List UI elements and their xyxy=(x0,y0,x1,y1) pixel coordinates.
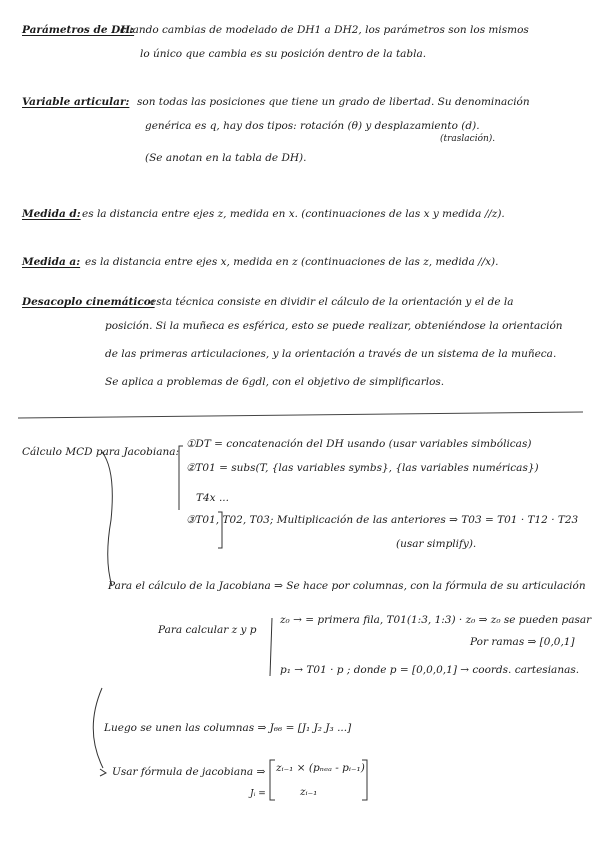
jacobian-columns-note: Para el cálculo de la Jacobiana ⇒ Se hace por columnas, con la fórmula de su articulación xyxy=(108,580,586,592)
jacobian-step-2b: T4x ... xyxy=(196,492,229,504)
dh-params-line-1: cuando cambias de modelado de DH1 a DH2, los parámetros son los mismos xyxy=(120,24,529,36)
desacoplo-line-2: posición. Si la muñeca es esférica, esto se puede realizar, obteniéndose la orientación xyxy=(105,320,563,332)
term-dh-params: Parámetros de DH: xyxy=(22,24,135,36)
jacobian-formula-sub: Jᵢ = xyxy=(250,789,266,799)
dh-params-line-2: lo único que cambia es su posición dentro de la tabla. xyxy=(140,48,427,60)
jacobian-calc-label: Para calcular z y p xyxy=(158,624,257,636)
desacoplo-line-4: Se aplica a problemas de 6gdl, con el objetivo de simplificarlos. xyxy=(105,376,445,388)
term-medida-d: Medida d: xyxy=(22,208,81,220)
jacobian-step-3b: (usar simplify). xyxy=(396,538,477,550)
medida-d-text: es la distancia entre ejes z, medida en x. (continuaciones de las x y medida //z). xyxy=(82,208,505,220)
desacoplo-line-1: esta técnica consiste en dividir el cálculo de la orientación y el de la xyxy=(150,296,514,308)
articular-line-2b: (traslación). xyxy=(440,134,496,144)
term-medida-a: Medida a: xyxy=(22,256,81,268)
articular-line-3: (Se anotan en la tabla de DH). xyxy=(145,152,307,164)
jacobian-step-3: ③T01, T02, T03; Multiplicación de las anteriores ⇒ T03 = T01 · T12 · T23 xyxy=(186,514,579,526)
medida-a-text: es la distancia entre ejes x, medida en z (continuaciones de las z, medida //x). xyxy=(85,256,499,268)
jacobian-p-line: p₁ → T01 · p ; donde p = [0,0,0,1] → coords. cartesianas. xyxy=(280,664,580,676)
articular-line-2: genérica es q, hay dos tipos: rotación (θ) y desplazamiento (d). xyxy=(145,120,480,132)
jacobian-z-note: Por ramas ⇒ [0,0,1] xyxy=(470,636,575,648)
jacobian-step-2: ②T01 = subs(T, {las variables symbs}, {las variables numéricas}) xyxy=(186,462,539,474)
desacoplo-line-3: de las primeras articulaciones, y la orientación a través de un sistema de la muñeca. xyxy=(105,348,557,360)
term-desacoplo: Desacoplo cinemático: xyxy=(22,296,155,308)
jacobian-heading: Cálculo MCD para Jacobiana: xyxy=(22,446,180,458)
articular-line-1: son todas las posiciones que tiene un grado de libertad. Su denominación xyxy=(137,96,530,108)
jacobian-formula-label: Usar fórmula de jacobiana ⇒ xyxy=(112,766,266,778)
jacobian-formula-top: zᵢ₋₁ × (pₙₑₐ - pᵢ₋₁) xyxy=(276,762,365,774)
jacobian-z-line: z₀ → = primera fila, T01(1:3, 1:3) · z₀ ⇒ z₀ se pueden pasar xyxy=(280,614,592,626)
term-articular: Variable articular: xyxy=(22,96,130,108)
jacobian-step-1: ①DT = concatenación del DH usando (usar variables simbólicas) xyxy=(186,438,532,450)
jacobian-formula-bottom: zᵢ₋₁ xyxy=(300,786,318,798)
jacobian-join: Luego se unen las columnas ⇒ J₆₆ = [J₁ J₂ J₃ ...] xyxy=(104,722,352,734)
